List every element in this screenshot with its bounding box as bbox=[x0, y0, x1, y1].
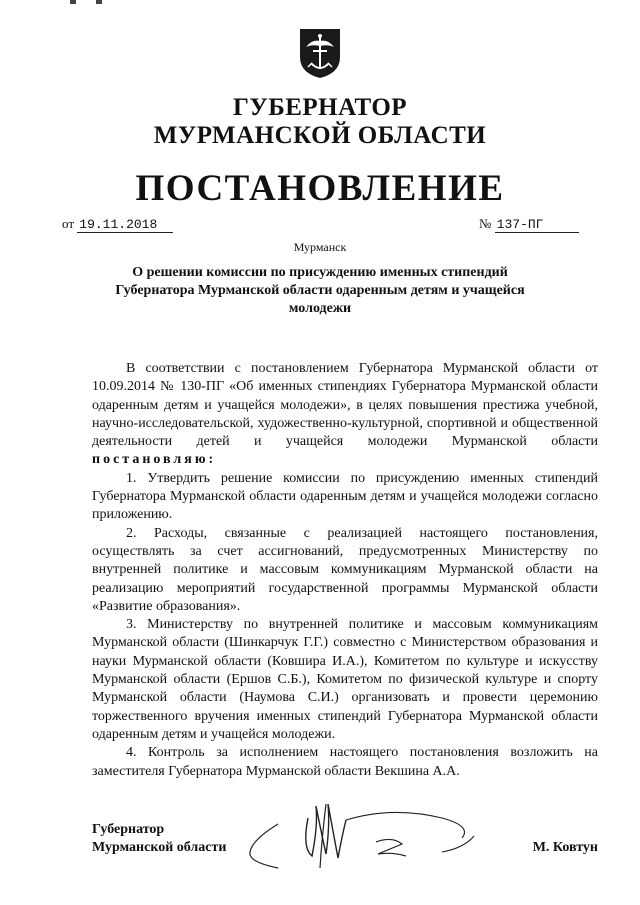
document-date bbox=[62, 216, 173, 233]
document-type: ПОСТАНОВЛЕНИЕ bbox=[135, 168, 505, 209]
signature-image bbox=[242, 796, 502, 876]
intro-paragraph bbox=[92, 360, 598, 470]
signer-title bbox=[92, 821, 226, 857]
document-number bbox=[479, 216, 579, 233]
date-value: 19.11.2018 bbox=[77, 217, 173, 233]
authority-title: ГУБЕРНАТОР bbox=[232, 94, 408, 121]
decree-keyword: постановляю: bbox=[92, 452, 217, 468]
signer-name: М. Ковтун bbox=[532, 840, 598, 855]
intro-text: В соответствии с постановлением Губернатора Мурманской области от 10.09.2014 № 130-ПГ «Об именных стипендиях Губернатора Мурманской области одаренным детям и учащейся молодежи», в целях повышения престижа учебной, научно-исследовательской, художественно-культурной, спортивной и общественной деятельности детей и учащейся молодежи Мурманской области bbox=[92, 361, 598, 450]
document-subject: О решении комиссии по присуждению именных стипендий Губернатора Мурманской области одаренным детям и учащейся молодежи bbox=[115, 265, 525, 316]
authority-region: МУРМАНСКОЙ ОБЛАСТИ bbox=[153, 122, 487, 149]
item-3: 3. Министерству по внутренней политике и массовым коммуникациям Мурманской области (Шинкарчук Г.Г.) совместно с Министерством образования и науки Мурманской области (Ковшира И.А.), Комитетом по культуре и искусству Мурманской области (Ершов С.Б.), Комитетом по физической культуре и спорту Мурманской области (Наумова С.И.) организовать и провести церемонию торжественного вручения именных стипендий Губернатора Мурманской области одаренным детям и учащейся молодежи. bbox=[92, 617, 598, 742]
document-body bbox=[92, 360, 598, 781]
city: Мурманск bbox=[293, 240, 347, 254]
date-label: от bbox=[62, 216, 75, 231]
item-1: 1. Утвердить решение комиссии по присуждению именных стипендий Губернатора Мурманской области одаренным детям и учащейся молодежи согласно приложению. bbox=[92, 470, 598, 523]
signer-title-line2: Мурманской области bbox=[92, 840, 227, 855]
coat-of-arms-icon bbox=[298, 27, 342, 79]
scan-mark bbox=[70, 0, 76, 4]
signer-title-line1: Губернатор bbox=[92, 822, 165, 837]
item-2: 2. Расходы, связанные с реализацией настоящего постановления, осуществлять за счет ассигнований, предусмотренных Министерству по внутренней политике и массовым коммуникациям Мурманской области на реализацию мероприятий государственной программы Мурманской области «Развитие образования». bbox=[92, 525, 598, 614]
number-label: № bbox=[479, 216, 492, 231]
number-value: 137-ПГ bbox=[495, 217, 579, 233]
scan-mark bbox=[96, 0, 102, 4]
item-4: 4. Контроль за исполнением настоящего постановления возложить на заместителя Губернатора Мурманской области Векшина А.А. bbox=[92, 745, 598, 779]
